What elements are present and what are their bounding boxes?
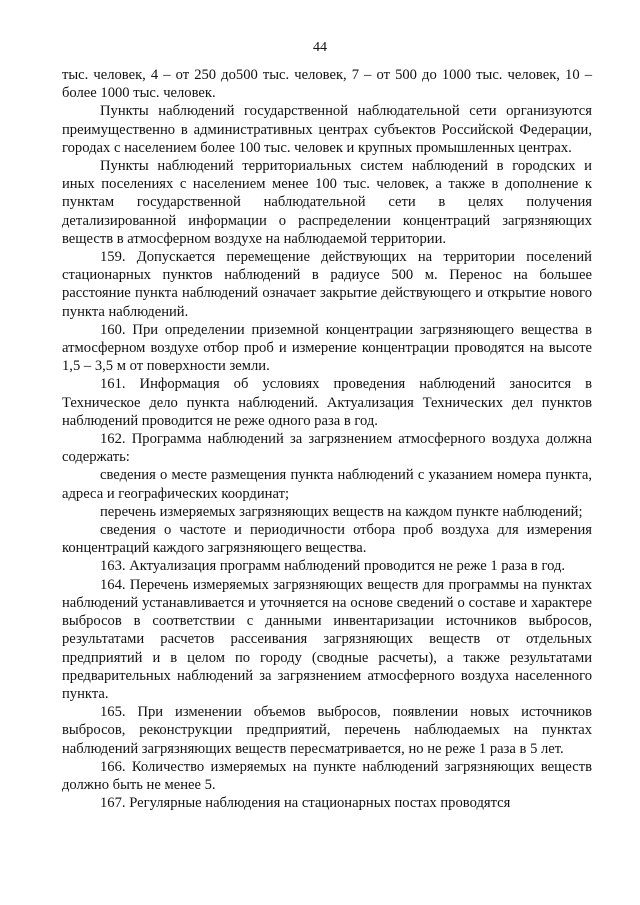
paragraph-162: 162. Программа наблюдений за загрязнением атмосферного воздуха должна содержать:: [62, 431, 592, 466]
paragraph-166: 166. Количество измеряемых на пункте наблюдений загрязняющих веществ должно быть не менее 5.: [62, 758, 592, 793]
paragraph-continuation: тыс. человек, 4 – от 250 до500 тыс. человек, 7 – от 500 до 1000 тыс. человек, 10 – более 1000 тыс. человек.: [62, 67, 592, 102]
list-item-frequency: сведения о частоте и периодичности отбора проб воздуха для измерения концентраций каждого загрязняющего вещества.: [62, 522, 592, 557]
paragraph-state-network: Пункты наблюдений государственной наблюдательной сети организуются преимущественно в административных центрах субъектов Российской Федерации, городах с населением более 100 тыс. человек и крупных промышленных центрах.: [62, 103, 592, 156]
page-number: 44: [313, 40, 327, 55]
list-item-location: сведения о месте размещения пункта наблюдений с указанием номера пункта, адреса и географических координат;: [62, 467, 592, 502]
paragraph-159: 159. Допускается перемещение действующих на территории поселений стационарных пунктов наблюдений в радиусе 500 м. Перенос на большее расстояние пункта наблюдений означает закрытие действующего и открытие нового пункта наблюдений.: [62, 249, 592, 320]
paragraph-territorial-systems: Пункты наблюдений территориальных систем наблюдений в городских и иных поселениях с населением менее 100 тыс. человек, а также в дополнение к пунктам государственной наблюдательной сети в целях получения детализированной информации о распределении концентраций загрязняющих веществ в атмосферном воздухе на наблюдаемой территории.: [62, 158, 592, 247]
paragraph-163: 163. Актуализация программ наблюдений проводится не реже 1 раза в год.: [100, 558, 566, 575]
paragraph-165: 165. При изменении объемов выбросов, появлении новых источников выбросов, реконструкции предприятий, перечень наблюдаемых на пунктах наблюдений загрязняющих веществ пересматривается, но не реже 1 раза в 5 лет.: [62, 704, 592, 757]
paragraph-160: 160. При определении приземной концентрации загрязняющего вещества в атмосферном воздухе отбор проб и измерение концентрации проводятся на высоте 1,5 – 3,5 м от поверхности земли.: [62, 321, 592, 375]
list-item-substances: перечень измеряемых загрязняющих веществ на каждом пункте наблюдений;: [100, 503, 583, 520]
paragraph-167: 167. Регулярные наблюдения на стационарных постах проводятся: [100, 795, 511, 812]
paragraph-164: 164. Перечень измеряемых загрязняющих веществ для программы на пунктах наблюдений устанавливается и уточняется на основе сведений о составе и характере выбросов в соответствии с данными инвентаризации источников выбросов, результатами расчетов рассеивания загрязняющих веществ от отдельных предприятий и в целом по городу (сводные расчеты), а также результатами предварительных наблюдений за загрязнением атмосферного воздуха населенного пункта.: [62, 576, 592, 702]
document-body: [62, 66, 592, 812]
paragraph-161: 161. Информация об условиях проведения наблюдений заносится в Техническое дело пункта наблюдений. Актуализация Технических дел пунктов наблюдений проводится не реже одного раза в год.: [62, 376, 592, 429]
